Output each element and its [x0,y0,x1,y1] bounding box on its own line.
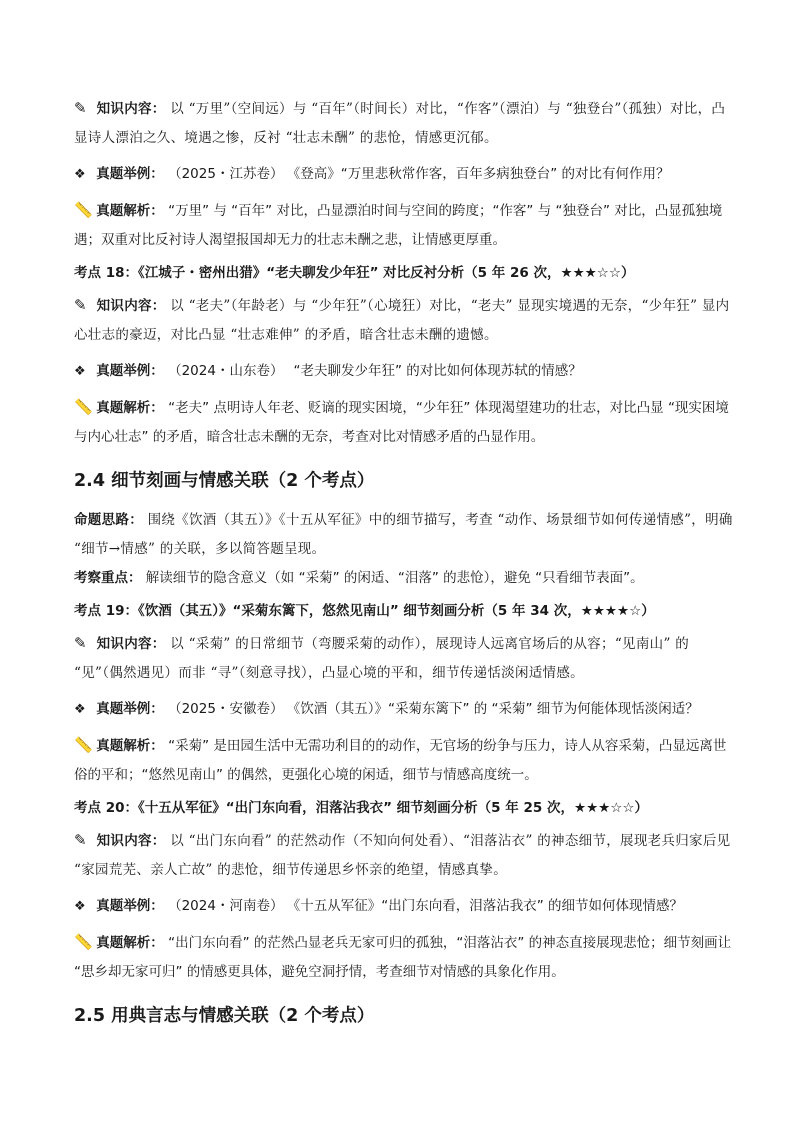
example-paragraph: ❖ 真题举例： （2024・山东卷） “老夫聊发少年狂” 的对比如何体现苏轼的情感？ [74,357,734,386]
pencil-icon: ✎ [74,99,87,117]
knowledge-paragraph: ✎ 知识内容： 以 “万里”（空间远）与 “百年”（时间长）对比，“作客”（漂泊）与 “独登台”（孤独）对比，凸显诗人漂泊之久、境遇之惨，反衬 “壮志未酬” 的悲怆，情感更沉郁。 [74,94,734,153]
analysis-paragraph: 📏 真题解析： “万里” 与 “百年” 对比，凸显漂泊时间与空间的跨度；“作客” 与 “独登台” 对比，凸显孤独境遇；双重对比反衬诗人渴望报国却无力的壮志未酬之悲，让情感更厚重。 [74,196,734,255]
analysis-label: 真题解析 [96,738,151,754]
analysis-label: 真题解析 [96,935,151,951]
example-source: （2024・河南卷） [168,898,284,914]
analysis-paragraph: 📏 真题解析： “老夫” 点明诗人年老、贬谪的现实困境，“少年狂” 体现渴望建功的壮志，对比凸显 “现实困境与内心壮志” 的矛盾，暗含壮志未酬的无奈，考查对比对情感矛盾的凸显作用。 [74,393,734,452]
example-paragraph: ❖ 真题举例： （2025・江苏卷） 《登高》“万里悲秋常作客，百年多病独登台” 的对比有何作用？ [74,160,734,189]
example-label: 真题举例 [96,363,151,379]
analysis-paragraph: 📏 真题解析： “采菊” 是田园生活中无需功利目的的动作，无官场的纷争与压力，诗人从容采菊，凸显远离世俗的平和；“悠然见南山” 的偶然，更强化心境的闲适，细节与情感高度统一。 [74,731,734,790]
focus-text: 解读细节的隐含意义（如 “采菊” 的闲适、“泪落” 的悲怆），避免 “只看细节表面”。 [145,570,644,586]
analysis-text: “老夫” 点明诗人年老、贬谪的现实困境，“少年狂” 体现渴望建功的壮志，对比凸显 “现实困境与内心壮志” 的矛盾，暗含壮志未酬的无奈，考查对比对情感矛盾的凸显作用。 [74,400,729,445]
analysis-paragraph: 📏 真题解析： “出门东向看” 的茫然凸显老兵无家可归的孤独，“泪落沾衣” 的神态直接展现悲怆；细节刻画让 “思乡却无家可归” 的情感更具体，避免空洞抒情，考查细节对情感的具象化作用。 [74,928,734,987]
example-paragraph: ❖ 真题举例： （2024・河南卷） 《十五从军征》“出门东向看，泪落沾我衣” 的细节如何体现情感？ [74,892,734,921]
ruler-icon: 📏 [74,736,93,754]
knowledge-text: 以 “采菊” 的日常细节（弯腰采菊的动作），展现诗人远离官场后的从容；“见南山” 的 “见”（偶然遇见）而非 “寻”（刻意寻找），凸显心境的平和，细节传递恬淡闲适情感。 [74,636,690,681]
knowledge-label: 知识内容 [96,298,152,314]
example-paragraph: ❖ 真题举例： （2025・安徽卷） 《饮酒（其五）》“采菊东篱下” 的 “采菊” 细节为何能体现恬淡闲适？ [74,695,734,724]
document-page [74,94,734,1041]
analysis-text: “万里” 与 “百年” 对比，凸显漂泊时间与空间的跨度；“作客” 与 “独登台” 对比，凸显孤独境遇；双重对比反衬诗人渴望报国却无力的壮志未酬之悲，让情感更厚重。 [74,203,723,248]
pencil-icon: ✎ [74,296,87,314]
ruler-icon: 📏 [74,933,93,951]
example-label: 真题举例 [96,166,151,182]
ruler-icon: 📏 [74,398,93,416]
exam-point-heading: 考点 19：《饮酒（其五）》“采菊东篱下，悠然见南山” 细节刻画分析（5 年 34 次，★★★★☆） [74,603,655,619]
example-text: “老夫聊发少年狂” 的对比如何体现苏轼的情感？ [293,363,582,379]
example-source: （2024・山东卷） [168,363,284,379]
ruler-icon: 📏 [74,201,93,219]
section-title: 2.5 用典言志与情感关联（2 个考点） [74,1006,375,1026]
example-label: 真题举例 [96,898,151,914]
analysis-label: 真题解析 [96,400,151,416]
example-source: （2025・安徽卷） [168,701,284,717]
exam-point-heading: 考点 20：《十五从军征》“出门东向看，泪落沾我衣” 细节刻画分析（5 年 25 次，★★★☆☆） [74,800,648,816]
diamond-icon: ❖ [74,702,86,717]
knowledge-text: 以 “老夫”（年龄老）与 “少年狂”（心境狂）对比，“老夫” 显现实境遇的无奈，“少年狂” 显内心壮志的豪迈，对比凸显 “壮志难伸” 的矛盾，暗含壮志未酬的遗憾。 [74,298,730,343]
example-text: 《十五从军征》“出门东向看，泪落沾我衣” 的细节如何体现情感？ [293,898,683,914]
example-text: 《登高》“万里悲秋常作客，百年多病独登台” 的对比有何作用？ [293,166,670,182]
knowledge-text: 以 “万里”（空间远）与 “百年”（时间长）对比，“作客”（漂泊）与 “独登台”（孤独）对比，凸显诗人漂泊之久、境遇之惨，反衬 “壮志未酬” 的悲怆，情感更沉郁。 [74,101,726,146]
example-text: 《饮酒（其五）》“采菊东篱下” 的 “采菊” 细节为何能体现恬淡闲适？ [293,701,699,717]
knowledge-label: 知识内容 [96,101,152,117]
idea-text: 围绕《饮酒（其五）》《十五从军征》中的细节描写，考查 “动作、场景细节如何传递情感”，明确 “细节→情感” 的关联，多以简答题呈现。 [74,512,733,557]
diamond-icon: ❖ [74,364,86,379]
pencil-icon: ✎ [74,831,87,849]
diamond-icon: ❖ [74,899,86,914]
analysis-text: “出门东向看” 的茫然凸显老兵无家可归的孤独，“泪落沾衣” 的神态直接展现悲怆；细节刻画让 “思乡却无家可归” 的情感更具体，避免空洞抒情，考查细节对情感的具象化作用。 [74,935,732,980]
analysis-text: “采菊” 是田园生活中无需功利目的的动作，无官场的纷争与压力，诗人从容采菊，凸显远离世俗的平和；“悠然见南山” 的偶然，更强化心境的闲适，细节与情感高度统一。 [74,738,727,783]
example-source: （2025・江苏卷） [168,166,284,182]
example-label: 真题举例 [96,701,151,717]
proposition-idea: 命题思路： 围绕《饮酒（其五）》《十五从军征》中的细节描写，考查 “动作、场景细节如何传递情感”，明确 “细节→情感” 的关联，多以简答题呈现。 [74,512,733,557]
focus-label: 考察重点 [74,570,128,586]
knowledge-text: 以 “出门东向看” 的茫然动作（不知向何处看）、“泪落沾衣” 的神态细节，展现老兵归家后见 “家园荒芜、亲人亡故” 的悲怆，细节传递思乡怀亲的绝望，情感真挚。 [74,833,731,878]
idea-label: 命题思路 [74,512,130,528]
knowledge-paragraph: ✎ 知识内容： 以 “出门东向看” 的茫然动作（不知向何处看）、“泪落沾衣” 的神态细节，展现老兵归家后见 “家园荒芜、亲人亡故” 的悲怆，细节传递思乡怀亲的绝望，情感真挚。 [74,826,734,885]
knowledge-label: 知识内容 [96,833,152,849]
analysis-label: 真题解析 [96,203,151,219]
pencil-icon: ✎ [74,634,87,652]
exam-point-heading: 考点 18：《江城子・密州出猎》“老夫聊发少年狂” 对比反衬分析（5 年 26 次，★★★☆☆） [74,265,635,281]
diamond-icon: ❖ [74,167,86,182]
knowledge-label: 知识内容 [96,636,152,652]
knowledge-paragraph: ✎ 知识内容： 以 “老夫”（年龄老）与 “少年狂”（心境狂）对比，“老夫” 显现实境遇的无奈，“少年狂” 显内心壮志的豪迈，对比凸显 “壮志难伸” 的矛盾，暗含壮志未酬的遗憾。 [74,291,734,350]
section-title: 2.4 细节刻画与情感关联（2 个考点） [74,471,375,491]
knowledge-paragraph: ✎ 知识内容： 以 “采菊” 的日常细节（弯腰采菊的动作），展现诗人远离官场后的从容；“见南山” 的 “见”（偶然遇见）而非 “寻”（刻意寻找），凸显心境的平和，细节传递恬淡闲适情感。 [74,629,734,688]
exam-focus: 考察重点： 解读细节的隐含意义（如 “采菊” 的闲适、“泪落” 的悲怆），避免 “只看细节表面”。 [74,570,644,586]
